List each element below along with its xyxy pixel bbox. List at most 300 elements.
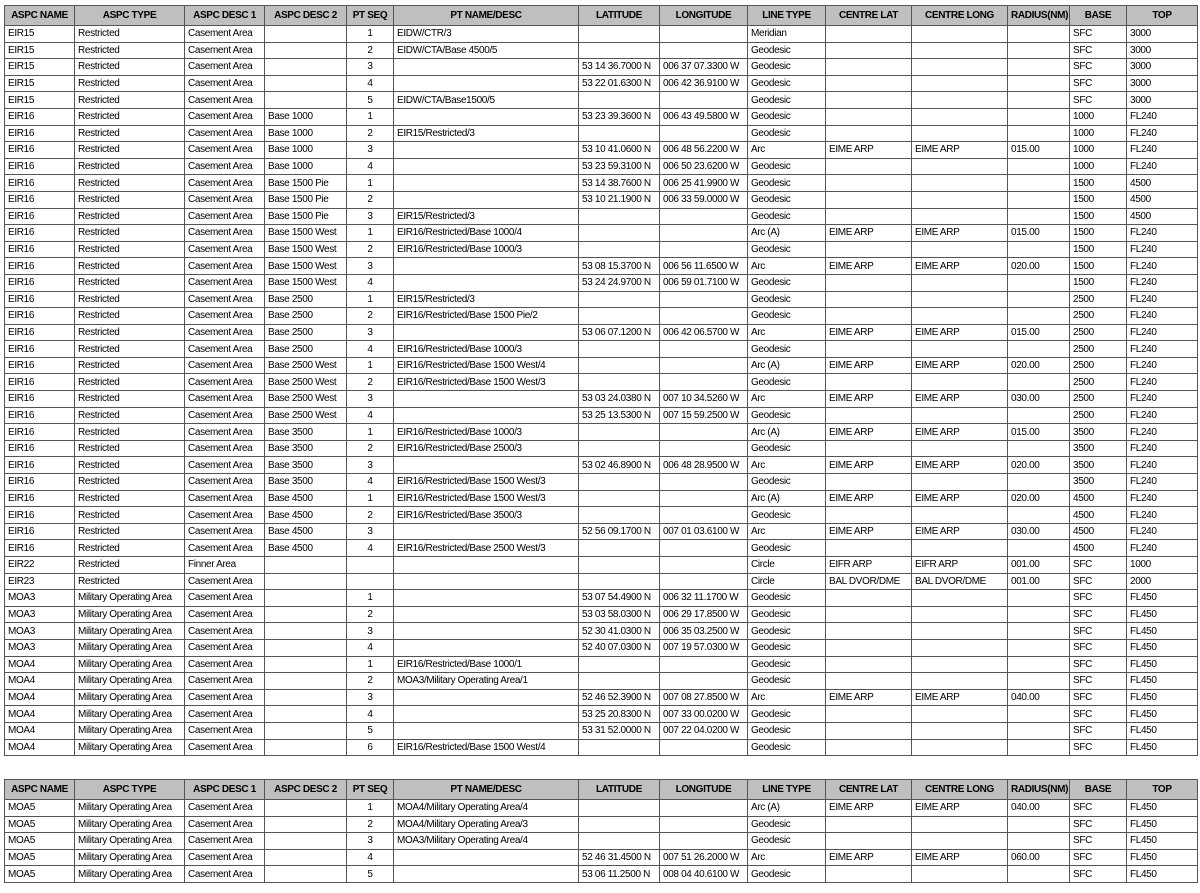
table-cell: 53 23 59.3100 N	[579, 158, 660, 175]
table-cell	[912, 158, 1008, 175]
table-cell: EIR16	[5, 440, 75, 457]
table-cell: 020.00	[1008, 357, 1070, 374]
table-cell: Restricted	[75, 440, 185, 457]
airspace-table-2	[4, 779, 1198, 883]
table-cell: Base 1500 Pie	[265, 175, 347, 192]
table-cell: Arc	[748, 324, 826, 341]
table-cell: Base 3500	[265, 440, 347, 457]
table-row	[5, 125, 1198, 142]
table-row	[5, 540, 1198, 557]
table-row	[5, 722, 1198, 739]
table-cell: Military Operating Area	[75, 816, 185, 833]
table-cell: 007 01 03.6100 W	[660, 523, 748, 540]
table-cell: Military Operating Area	[75, 739, 185, 756]
table-cell	[826, 623, 912, 640]
column-header: BASE	[1070, 6, 1127, 26]
table-cell: FL240	[1127, 241, 1198, 258]
table-cell: Arc	[748, 391, 826, 408]
table-cell: FL450	[1127, 623, 1198, 640]
table-cell: FL240	[1127, 142, 1198, 159]
table-cell: EIR16	[5, 291, 75, 308]
table-cell: SFC	[1070, 689, 1127, 706]
column-header: LINE TYPE	[748, 6, 826, 26]
table-cell: Restricted	[75, 457, 185, 474]
table-cell: Restricted	[75, 158, 185, 175]
table-cell	[579, 816, 660, 833]
table-cell	[1008, 92, 1070, 109]
table-cell	[265, 722, 347, 739]
table-cell: 53 03 24.0380 N	[579, 391, 660, 408]
table-cell	[265, 590, 347, 607]
table-cell: 53 08 15.3700 N	[579, 258, 660, 275]
table-row	[5, 175, 1198, 192]
table-cell: EIR15/Restricted/3	[394, 291, 579, 308]
table-cell: 1	[347, 291, 394, 308]
table-cell	[265, 606, 347, 623]
table-cell	[826, 606, 912, 623]
table-cell	[660, 291, 748, 308]
table-cell: 015.00	[1008, 324, 1070, 341]
table-row	[5, 800, 1198, 817]
table-cell: Geodesic	[748, 407, 826, 424]
table-cell: MOA5	[5, 849, 75, 866]
table-cell: Restricted	[75, 75, 185, 92]
table-cell	[579, 125, 660, 142]
table-cell: FL450	[1127, 722, 1198, 739]
table-cell: MOA3	[5, 590, 75, 607]
table-cell: 008 04 40.6100 W	[660, 866, 748, 883]
table-cell: 001.00	[1008, 557, 1070, 574]
table-cell: 4500	[1070, 490, 1127, 507]
table-cell	[265, 739, 347, 756]
table-cell: FL240	[1127, 374, 1198, 391]
table-cell	[579, 474, 660, 491]
table-cell	[660, 573, 748, 590]
table-cell: EIME ARP	[912, 142, 1008, 159]
table-cell	[1008, 606, 1070, 623]
column-header: ASPC DESC 1	[185, 780, 265, 800]
table-2-header	[5, 780, 1198, 800]
table-cell	[394, 59, 579, 76]
table-cell	[826, 722, 912, 739]
table-cell	[579, 341, 660, 358]
table-cell: EIR16/Restricted/Base 1500 West/3	[394, 474, 579, 491]
table-cell: SFC	[1070, 557, 1127, 574]
table-cell: 4	[347, 75, 394, 92]
table-cell: SFC	[1070, 800, 1127, 817]
table-cell: EIME ARP	[826, 800, 912, 817]
table-cell: Casement Area	[185, 507, 265, 524]
table-cell: SFC	[1070, 92, 1127, 109]
table-cell: 53 07 54.4900 N	[579, 590, 660, 607]
table-cell: EIR16/Restricted/Base 1500 Pie/2	[394, 308, 579, 325]
table-cell: Casement Area	[185, 142, 265, 159]
table-cell: SFC	[1070, 673, 1127, 690]
table-row	[5, 291, 1198, 308]
table-cell: Casement Area	[185, 656, 265, 673]
table-cell	[1008, 866, 1070, 883]
table-cell: FL240	[1127, 357, 1198, 374]
table-cell: FL240	[1127, 158, 1198, 175]
table-cell: Restricted	[75, 324, 185, 341]
table-cell: MOA4	[5, 706, 75, 723]
table-cell: EIME ARP	[912, 324, 1008, 341]
table-cell: FL450	[1127, 673, 1198, 690]
table-row	[5, 108, 1198, 125]
table-cell: 020.00	[1008, 490, 1070, 507]
table-cell	[265, 26, 347, 43]
table-cell: Restricted	[75, 474, 185, 491]
table-cell: Casement Area	[185, 175, 265, 192]
table-cell: FL450	[1127, 816, 1198, 833]
table-cell	[660, 92, 748, 109]
table-cell: EIME ARP	[826, 142, 912, 159]
table-cell: EIR16/Restricted/Base 1000/1	[394, 656, 579, 673]
table-cell	[394, 75, 579, 92]
table-cell: EIME ARP	[912, 424, 1008, 441]
table-cell: 030.00	[1008, 523, 1070, 540]
table-cell	[912, 274, 1008, 291]
table-cell: 007 51 26.2000 W	[660, 849, 748, 866]
table-cell: FL240	[1127, 291, 1198, 308]
table-cell: Casement Area	[185, 191, 265, 208]
table-cell	[1008, 59, 1070, 76]
table-cell	[1008, 241, 1070, 258]
table-cell: Arc	[748, 258, 826, 275]
table-cell	[579, 308, 660, 325]
table-cell	[394, 866, 579, 883]
table-cell	[1008, 816, 1070, 833]
table-cell: 53 02 46.8900 N	[579, 457, 660, 474]
table-cell: 2500	[1070, 291, 1127, 308]
table-cell	[579, 833, 660, 850]
table-cell: Base 2500	[265, 308, 347, 325]
table-cell	[826, 656, 912, 673]
table-cell: 020.00	[1008, 457, 1070, 474]
table-cell	[826, 706, 912, 723]
table-cell: EIDW/CTA/Base1500/5	[394, 92, 579, 109]
table-cell: 4500	[1070, 540, 1127, 557]
table-cell: EIR16	[5, 274, 75, 291]
table-cell: Base 3500	[265, 424, 347, 441]
table-cell: EIR16	[5, 308, 75, 325]
column-header: ASPC DESC 2	[265, 6, 347, 26]
table-cell	[1008, 639, 1070, 656]
column-header: ASPC DESC 2	[265, 780, 347, 800]
table-cell: Geodesic	[748, 274, 826, 291]
table-cell: Geodesic	[748, 208, 826, 225]
table-cell: 006 43 49.5800 W	[660, 108, 748, 125]
table-cell	[912, 26, 1008, 43]
table-cell	[826, 274, 912, 291]
table-cell	[265, 833, 347, 850]
column-header: PT NAME/DESC	[394, 780, 579, 800]
table-cell: 53 25 13.5300 N	[579, 407, 660, 424]
table-cell: EIME ARP	[912, 689, 1008, 706]
table-cell	[912, 108, 1008, 125]
table-cell	[394, 573, 579, 590]
table-cell: FL240	[1127, 125, 1198, 142]
table-cell	[265, 656, 347, 673]
table-cell	[912, 507, 1008, 524]
table-cell: FL240	[1127, 507, 1198, 524]
table-cell: Military Operating Area	[75, 656, 185, 673]
table-cell: SFC	[1070, 722, 1127, 739]
table-cell: EIDW/CTA/Base 4500/5	[394, 42, 579, 59]
table-cell	[1008, 291, 1070, 308]
table-cell: FL240	[1127, 308, 1198, 325]
table-cell	[1008, 208, 1070, 225]
table-cell: 4500	[1127, 175, 1198, 192]
table-cell: 52 46 31.4500 N	[579, 849, 660, 866]
table-cell	[1008, 440, 1070, 457]
table-cell: 040.00	[1008, 800, 1070, 817]
table-cell: 4500	[1127, 191, 1198, 208]
table-cell: SFC	[1070, 639, 1127, 656]
table-row	[5, 258, 1198, 275]
table-cell: EIR16	[5, 457, 75, 474]
table-cell	[912, 208, 1008, 225]
table-cell: FL240	[1127, 108, 1198, 125]
table-cell: SFC	[1070, 590, 1127, 607]
table-cell: Casement Area	[185, 706, 265, 723]
table-cell: Restricted	[75, 125, 185, 142]
table-cell: Base 2500 West	[265, 391, 347, 408]
table-cell	[660, 833, 748, 850]
table-cell	[912, 175, 1008, 192]
table-cell: 4	[347, 706, 394, 723]
table-cell: EIME ARP	[826, 424, 912, 441]
table-cell: EIR16	[5, 158, 75, 175]
table-cell: 4	[347, 274, 394, 291]
table-cell: 1000	[1070, 142, 1127, 159]
table-cell: 030.00	[1008, 391, 1070, 408]
table-cell: FL240	[1127, 225, 1198, 242]
table-cell	[579, 291, 660, 308]
table-cell: EIR16/Restricted/Base 1500 West/4	[394, 739, 579, 756]
table-cell: Restricted	[75, 59, 185, 76]
table-cell: Casement Area	[185, 125, 265, 142]
table-cell	[660, 540, 748, 557]
table-cell	[394, 191, 579, 208]
table-cell	[660, 656, 748, 673]
table-cell: 3500	[1070, 474, 1127, 491]
table-cell	[394, 590, 579, 607]
table-cell: Geodesic	[748, 816, 826, 833]
table-cell: Military Operating Area	[75, 866, 185, 883]
table-cell: BAL DVOR/DME	[912, 573, 1008, 590]
table-cell: Geodesic	[748, 606, 826, 623]
table-cell	[912, 75, 1008, 92]
table-cell	[660, 125, 748, 142]
table-cell: BAL DVOR/DME	[826, 573, 912, 590]
table-cell: 007 08 27.8500 W	[660, 689, 748, 706]
table-cell	[265, 639, 347, 656]
table-cell: Arc (A)	[748, 800, 826, 817]
table-cell: 4500	[1070, 507, 1127, 524]
table-cell: 007 15 59.2500 W	[660, 407, 748, 424]
table-cell	[579, 673, 660, 690]
table-cell	[394, 274, 579, 291]
table-cell: Arc (A)	[748, 357, 826, 374]
table-cell	[912, 623, 1008, 640]
table-cell	[394, 722, 579, 739]
table-cell: 1	[347, 800, 394, 817]
table-cell: Casement Area	[185, 689, 265, 706]
table-cell	[912, 440, 1008, 457]
table-cell: FL240	[1127, 391, 1198, 408]
table-cell	[579, 374, 660, 391]
table-cell	[660, 374, 748, 391]
table-row	[5, 158, 1198, 175]
table-cell: 4	[347, 341, 394, 358]
table-cell	[912, 722, 1008, 739]
table-cell: 015.00	[1008, 225, 1070, 242]
table-cell: 2	[347, 241, 394, 258]
table-cell: 006 29 17.8500 W	[660, 606, 748, 623]
table-cell: Restricted	[75, 308, 185, 325]
table-cell: EIME ARP	[912, 523, 1008, 540]
table-cell	[265, 866, 347, 883]
table-cell: Military Operating Area	[75, 833, 185, 850]
table-cell: 2	[347, 191, 394, 208]
table-cell: EIME ARP	[826, 324, 912, 341]
table-cell: MOA3	[5, 623, 75, 640]
table-cell: FL450	[1127, 606, 1198, 623]
table-cell: FL450	[1127, 639, 1198, 656]
table-cell	[394, 407, 579, 424]
table-row	[5, 833, 1198, 850]
table-cell: Casement Area	[185, 590, 265, 607]
table-cell: 1	[347, 656, 394, 673]
table-cell: Geodesic	[748, 92, 826, 109]
table-cell: Restricted	[75, 407, 185, 424]
table-cell: Casement Area	[185, 606, 265, 623]
table-row	[5, 639, 1198, 656]
table-cell: Base 1000	[265, 158, 347, 175]
table-cell: 2	[347, 374, 394, 391]
table-cell: 53 06 07.1200 N	[579, 324, 660, 341]
table-cell: EIR16	[5, 125, 75, 142]
table-1-body	[5, 26, 1198, 756]
table-cell	[660, 424, 748, 441]
table-cell	[394, 849, 579, 866]
table-cell: EIR16/Restricted/Base 1000/4	[394, 225, 579, 242]
table-cell: EIME ARP	[912, 225, 1008, 242]
table-cell: 53 10 21.1900 N	[579, 191, 660, 208]
table-cell: Base 2500 West	[265, 374, 347, 391]
table-cell	[579, 42, 660, 59]
table-row	[5, 391, 1198, 408]
table-cell	[912, 639, 1008, 656]
table-cell: Restricted	[75, 490, 185, 507]
table-cell: Restricted	[75, 391, 185, 408]
table-cell	[394, 258, 579, 275]
table-cell: Restricted	[75, 573, 185, 590]
table-cell: Military Operating Area	[75, 673, 185, 690]
table-cell: Casement Area	[185, 673, 265, 690]
table-cell: EIFR ARP	[826, 557, 912, 574]
table-cell	[912, 308, 1008, 325]
table-cell: MOA4	[5, 739, 75, 756]
table-cell	[826, 590, 912, 607]
table-cell	[394, 606, 579, 623]
table-cell	[660, 440, 748, 457]
table-cell	[579, 357, 660, 374]
table-row	[5, 866, 1198, 883]
table-cell: 006 56 11.6500 W	[660, 258, 748, 275]
table-cell: EIR16	[5, 142, 75, 159]
table-cell	[912, 474, 1008, 491]
column-header: PT NAME/DESC	[394, 6, 579, 26]
table-cell	[1008, 656, 1070, 673]
table-cell: 1500	[1070, 175, 1127, 192]
table-cell: Military Operating Area	[75, 689, 185, 706]
table-cell	[579, 208, 660, 225]
table-cell: EIR23	[5, 573, 75, 590]
table-cell	[1008, 274, 1070, 291]
table-cell	[1008, 108, 1070, 125]
table-cell: Restricted	[75, 208, 185, 225]
table-cell: EIR15/Restricted/3	[394, 125, 579, 142]
table-cell	[265, 800, 347, 817]
table-cell: Geodesic	[748, 308, 826, 325]
table-cell	[826, 474, 912, 491]
table-cell: EIR16/Restricted/Base 1500 West/4	[394, 357, 579, 374]
table-cell	[265, 816, 347, 833]
table-cell: 060.00	[1008, 849, 1070, 866]
table-cell	[1008, 42, 1070, 59]
table-cell: Circle	[748, 557, 826, 574]
table-cell: EIME ARP	[912, 258, 1008, 275]
table-cell: Base 4500	[265, 523, 347, 540]
table-cell: MOA3	[5, 606, 75, 623]
table-cell: Casement Area	[185, 540, 265, 557]
table-cell: MOA3	[5, 639, 75, 656]
table-cell: EIME ARP	[826, 457, 912, 474]
table-cell: 53 10 41.0600 N	[579, 142, 660, 159]
table-cell: 2	[347, 42, 394, 59]
table-cell: 1500	[1070, 274, 1127, 291]
column-header: CENTRE LONG	[912, 6, 1008, 26]
table-cell: 1000	[1127, 557, 1198, 574]
table-cell: Casement Area	[185, 623, 265, 640]
table-cell	[579, 573, 660, 590]
table-cell: 2500	[1070, 308, 1127, 325]
table-cell: SFC	[1070, 75, 1127, 92]
table-cell: EIME ARP	[826, 523, 912, 540]
table-cell: FL450	[1127, 706, 1198, 723]
column-header: LONGITUDE	[660, 780, 748, 800]
table-cell: EIR16	[5, 407, 75, 424]
table-cell: Base 4500	[265, 490, 347, 507]
table-row	[5, 75, 1198, 92]
column-header: RADIUS(NM)	[1008, 780, 1070, 800]
table-cell	[265, 92, 347, 109]
table-cell: 3	[347, 523, 394, 540]
table-cell	[826, 158, 912, 175]
table-cell	[826, 92, 912, 109]
table-cell: Geodesic	[748, 639, 826, 656]
table-cell	[826, 833, 912, 850]
table-cell	[394, 391, 579, 408]
table-cell: Geodesic	[748, 440, 826, 457]
table-cell: SFC	[1070, 59, 1127, 76]
table-cell: EIME ARP	[912, 800, 1008, 817]
table-cell	[660, 739, 748, 756]
table-cell: Casement Area	[185, 424, 265, 441]
table-cell: Geodesic	[748, 706, 826, 723]
